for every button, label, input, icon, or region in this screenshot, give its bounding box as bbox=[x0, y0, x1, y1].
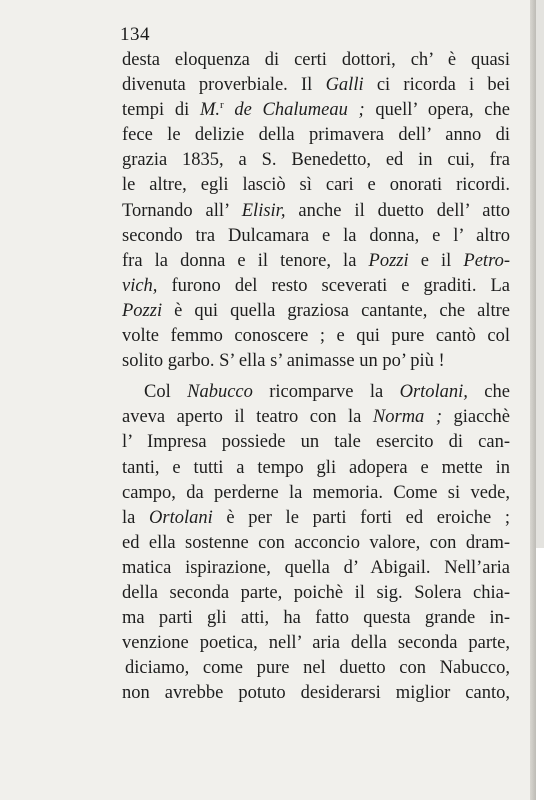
text-line bbox=[122, 199, 510, 224]
paragraph bbox=[122, 380, 510, 706]
text-line bbox=[122, 224, 510, 249]
text-segment: anche il duetto dell’ atto bbox=[285, 200, 510, 221]
text-segment: della seconda parte, poichè il sig. Solera chia- bbox=[122, 582, 510, 603]
text-line bbox=[122, 556, 510, 581]
paragraph bbox=[122, 48, 510, 374]
text-segment: campo, da perderne la memoria. Come si vede, bbox=[122, 482, 510, 503]
text-segment: quell’ opera, che bbox=[364, 100, 510, 121]
text-line bbox=[122, 405, 510, 430]
page-number: 134 bbox=[120, 24, 150, 45]
text-segment: che bbox=[467, 382, 510, 403]
text-segment: grazia 1835, a S. Benedetto, ed in cui, fra bbox=[122, 150, 510, 171]
text-segment: tempi di bbox=[122, 100, 200, 121]
text-line bbox=[122, 430, 510, 455]
text-segment: e il bbox=[408, 250, 464, 271]
text-segment: furono del resto sceverati e graditi. La bbox=[157, 275, 510, 296]
text-segment: tanti, e tutti a tempo gli adopera e mette in bbox=[122, 457, 510, 478]
text-segment: è qui quella graziosa cantante, che altre bbox=[162, 300, 510, 321]
italic-text: Ortolani, bbox=[399, 382, 468, 403]
text-line bbox=[122, 249, 510, 274]
text-line bbox=[122, 656, 510, 681]
italic-text: Elisir, bbox=[241, 200, 286, 221]
italic-text: Galli bbox=[325, 75, 364, 96]
italic-text: vich, bbox=[122, 275, 158, 296]
text-segment: ricomparve la bbox=[252, 382, 400, 403]
italic-text: Norma ; bbox=[372, 407, 442, 428]
text-segment: solito garbo. S’ ella s’ animasse un po’ più ! bbox=[122, 351, 445, 372]
text-segment: le altre, egli lasciò sì cari e onorati ricordi. bbox=[122, 175, 510, 196]
text-line bbox=[122, 73, 510, 98]
italic-text: Nabucco bbox=[187, 382, 253, 403]
italic-text: M. bbox=[199, 100, 220, 121]
text-line bbox=[122, 349, 510, 374]
text-segment: secondo tra Dulcamara e la donna, e l’ altro bbox=[122, 225, 510, 246]
text-line bbox=[122, 324, 510, 349]
text-line bbox=[122, 299, 510, 324]
text-segment: ma parti gli atti, ha fatto questa grande in- bbox=[122, 608, 510, 629]
text-segment: diciamo, come pure nel duetto con Nabucco, bbox=[125, 658, 510, 679]
text-segment: Tornando all’ bbox=[122, 200, 242, 221]
text-line bbox=[122, 173, 510, 198]
text-segment: ed ella sostenne con acconcio valore, con dram- bbox=[122, 532, 510, 553]
text-line bbox=[122, 531, 510, 556]
text-segment: desta eloquenza di certi dottori, ch’ è quasi bbox=[122, 50, 510, 70]
text-line bbox=[122, 506, 510, 531]
text-segment: è per le parti forti ed eroiche ; bbox=[212, 507, 510, 528]
text-segment: ci ricorda i bei bbox=[363, 75, 510, 96]
text-segment: non avrebbe potuto desiderarsi miglior canto, bbox=[122, 683, 510, 704]
text-segment: fece le delizie della primavera dell’ anno di bbox=[122, 125, 510, 146]
text-line bbox=[122, 380, 510, 405]
italic-text: Pozzi bbox=[122, 300, 163, 321]
italic-text: r bbox=[219, 99, 224, 112]
text-line bbox=[122, 274, 510, 299]
italic-text: Ortolani bbox=[149, 507, 213, 528]
text-line bbox=[122, 631, 510, 656]
italic-text: Pozzi bbox=[368, 250, 409, 271]
page-shadow bbox=[536, 0, 544, 548]
italic-text: Petro- bbox=[463, 250, 510, 271]
italic-text: de Chalumeau ; bbox=[223, 100, 365, 121]
text-line bbox=[122, 98, 510, 123]
text-segment: volte femmo conoscere ; e qui pure cantò col bbox=[122, 326, 510, 347]
text-segment: venzione poetica, nell’ aria della seconda parte, bbox=[122, 633, 510, 654]
text-line bbox=[122, 148, 510, 173]
text-line bbox=[122, 681, 510, 706]
text-segment: divenuta proverbiale. Il bbox=[122, 75, 326, 96]
text-line bbox=[122, 456, 510, 481]
text-line bbox=[122, 606, 510, 631]
text-line bbox=[122, 581, 510, 606]
body-text bbox=[122, 48, 510, 706]
text-segment: la bbox=[122, 507, 150, 528]
text-segment: aveva aperto il teatro con la bbox=[122, 407, 373, 428]
text-segment: fra la donna e il tenore, la bbox=[122, 250, 369, 271]
text-line bbox=[122, 481, 510, 506]
text-segment: Col bbox=[144, 382, 188, 403]
text-line bbox=[122, 48, 510, 73]
text-segment: l’ Impresa possiede un tale esercito di can- bbox=[122, 432, 510, 453]
text-segment: giacchè bbox=[441, 407, 510, 428]
text-segment: matica ispirazione, quella d’ Abigail. Nell’aria bbox=[122, 557, 510, 578]
text-line bbox=[122, 123, 510, 148]
